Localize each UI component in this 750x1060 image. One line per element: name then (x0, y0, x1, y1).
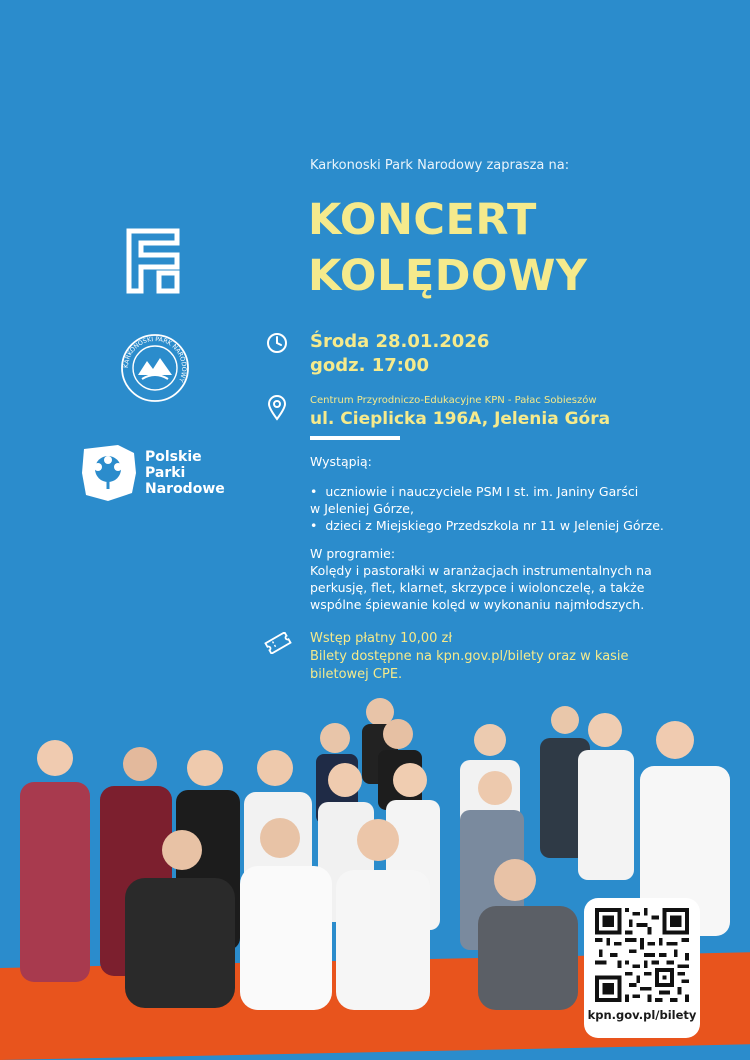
event-title (308, 192, 588, 304)
clock-icon (266, 332, 288, 354)
intro-text: Karkonoski Park Narodowy zaprasza na: (310, 158, 570, 173)
performers-heading: Wystąpią: (310, 454, 372, 469)
qr-link-label[interactable]: kpn.gov.pl/bilety (587, 1008, 697, 1022)
venue-name: Centrum Przyrodniczo-Edukacyjne KPN - Pałac Sobieszów (310, 395, 597, 406)
qr-card[interactable] (584, 898, 700, 1038)
tickets-info (310, 630, 690, 684)
program-text: Kolędy i pastorałki w aranżacjach instrumentalnych na perkusję, flet, klarnet, skrzypce i wiolonczelę, a także wspólne śpiewanie kolęd w wykonaniu najmłodszych. (310, 563, 652, 612)
tickets-availability: Bilety dostępne na kpn.gov.pl/bilety oraz w kasie biletowej CPE. (310, 649, 629, 682)
event-time: godz. 17:00 (310, 355, 430, 376)
ppn-line1: Polskie (145, 449, 202, 465)
location-pin-icon (266, 395, 288, 421)
qr-code-icon[interactable] (595, 908, 689, 1002)
f-logo-icon (126, 228, 180, 294)
performer-item: • dzieci z Miejskiego Przedszkola nr 11 w Jeleniej Górze. (310, 518, 664, 533)
event-datetime (310, 330, 489, 378)
performers-list (310, 483, 690, 534)
program-heading: W programie: (310, 546, 396, 561)
ticket-icon (264, 632, 292, 654)
ppn-line2: Parki (145, 465, 186, 481)
ppn-line3: Narodowe (145, 481, 225, 497)
venue-address: ul. Cieplicka 196A, Jelenia Góra (310, 409, 611, 429)
performer-item-cont: w Jeleniej Górze, (310, 501, 414, 516)
event-date: Środa 28.01.2026 (310, 331, 490, 352)
polskie-parki-narodowe-logo (78, 443, 248, 503)
tree-map-icon (78, 443, 138, 503)
svg-text:KARKONOSKI PARK NARODOWY: KARKONOSKI PARK NARODOWY (122, 335, 188, 384)
kpn-emblem-icon (120, 333, 190, 403)
title-line1: KONCERT (308, 195, 537, 245)
performer-item: • uczniowie i nauczyciele PSM I st. im. Janiny Garści (310, 484, 639, 499)
title-line2: KOLĘDOWY (308, 251, 588, 301)
address-underline (310, 436, 400, 440)
tickets-price: Wstęp płatny 10,00 zł (310, 631, 453, 646)
